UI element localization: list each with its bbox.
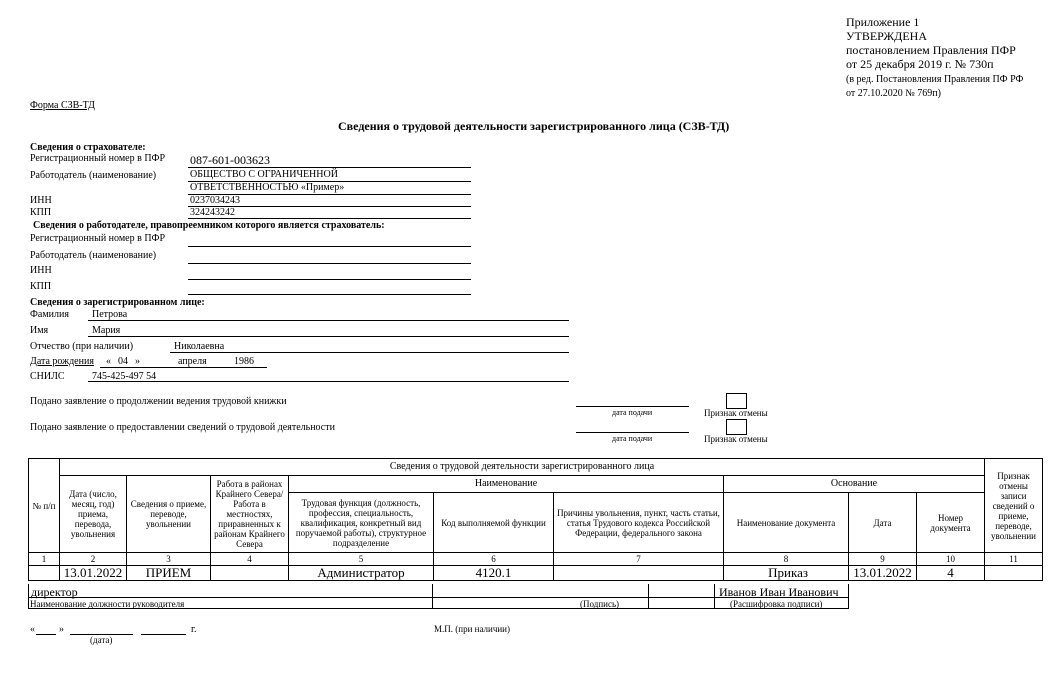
row-docnum: 4 bbox=[917, 566, 985, 581]
table-row bbox=[29, 566, 1043, 581]
insurer-kpp-value: 324243242 bbox=[190, 207, 235, 218]
underline bbox=[100, 367, 267, 368]
date-underline bbox=[576, 406, 689, 407]
row-docdate: 13.01.2022 bbox=[849, 566, 917, 581]
row-cancel bbox=[985, 566, 1043, 581]
insurer-inn-value: 0237034243 bbox=[190, 195, 240, 206]
patronymic-label: Отчество (при наличии) bbox=[30, 341, 134, 352]
date-open-quote: « bbox=[30, 624, 35, 635]
insurer-kpp-label: КПП bbox=[30, 207, 52, 218]
birth-open-quote: « bbox=[106, 356, 111, 367]
birth-year: 1986 bbox=[234, 356, 254, 367]
cancel-checkbox[interactable] bbox=[726, 419, 747, 435]
name-caption: (Расшифровка подписи) bbox=[730, 599, 823, 609]
date-underline bbox=[576, 432, 689, 433]
row-date: 13.01.2022 bbox=[60, 566, 127, 581]
patronymic-value: Николаевна bbox=[174, 341, 225, 352]
row-num bbox=[29, 566, 60, 581]
col-docname-header: Наименование документа bbox=[724, 493, 849, 553]
snils-value: 745-425-497 54 bbox=[92, 371, 157, 382]
insurer-heading: Сведения о страхователе: bbox=[30, 142, 146, 153]
col-number: 9 bbox=[849, 553, 917, 566]
surname-label: Фамилия bbox=[30, 309, 69, 320]
insurer-inn-label: ИНН bbox=[30, 195, 52, 206]
underline bbox=[188, 218, 471, 219]
osn-group-header: Основание bbox=[724, 476, 985, 493]
date-day-line bbox=[36, 634, 56, 635]
cancel-caption: Признак отмены bbox=[704, 408, 768, 418]
signer-position: директор bbox=[31, 585, 78, 599]
work-activity-table bbox=[28, 458, 1043, 581]
underline bbox=[88, 320, 569, 321]
approval-line: УТВЕРЖДЕНА bbox=[846, 29, 928, 43]
predecessor-reg-label: Регистрационный номер в ПФР bbox=[30, 233, 165, 244]
insurer-reg-value: 087-601-003623 bbox=[190, 153, 270, 167]
amendment-line: (в ред. Постановления Правления ПФ РФ bbox=[846, 74, 1024, 85]
predecessor-inn-label: ИНН bbox=[30, 265, 52, 276]
surname-value: Петрова bbox=[92, 309, 128, 320]
row-code: 4120.1 bbox=[434, 566, 554, 581]
col-reason-header: Причины увольнения, пункт, часть статьи, статья Трудового кодекса Российской Федерации, федерального закона bbox=[554, 493, 724, 553]
underline bbox=[188, 263, 471, 264]
row-north bbox=[211, 566, 289, 581]
col-date-header: Дата (число, месяц, год) приема, перевода, увольнения bbox=[60, 476, 127, 553]
continue-book-label: Подано заявление о продолжении ведения трудовой книжки bbox=[30, 396, 287, 407]
birth-label: Дата рождения bbox=[30, 356, 94, 367]
row-func: Администратор bbox=[289, 566, 434, 581]
page-title: Сведения о трудовой деятельности зарегистрированного лица (СЗВ-ТД) bbox=[338, 119, 730, 133]
col-number: 10 bbox=[917, 553, 985, 566]
date-caption: дата подачи bbox=[612, 408, 653, 417]
underline bbox=[188, 294, 471, 295]
approval-line: постановлением Правления ПФР bbox=[846, 43, 1016, 57]
col-docnum-header: Номер документа bbox=[917, 493, 985, 553]
approval-block bbox=[846, 15, 1016, 71]
approval-line: Приложение 1 bbox=[846, 15, 920, 29]
predecessor-heading: Сведения о работодателе, правопреемником которого является страхователь: bbox=[33, 220, 385, 231]
underline bbox=[88, 381, 569, 382]
snils-label: СНИЛС bbox=[30, 371, 65, 382]
group-header: Сведения о трудовой деятельности зарегистрированного лица bbox=[60, 459, 985, 476]
stamp-caption: М.П. (при наличии) bbox=[434, 624, 510, 634]
col-number: 6 bbox=[434, 553, 554, 566]
predecessor-employer-label: Работодатель (наименование) bbox=[30, 250, 157, 261]
col-number: 4 bbox=[211, 553, 289, 566]
col-func-header: Трудовая функция (должность, профессия, специальность, квалификация, конкретный вид поручаемой работы), структурное подразделение bbox=[289, 493, 434, 553]
birth-month: апреля bbox=[178, 356, 207, 367]
year-suffix: г. bbox=[191, 624, 197, 635]
birth-close-quote: » bbox=[135, 356, 140, 367]
col-cancel-header: Признак отмены записи сведений о приеме, переводе, увольнении bbox=[985, 459, 1043, 553]
underline bbox=[188, 279, 471, 280]
name-value: Мария bbox=[92, 325, 121, 336]
insurer-employer-value-2: ОТВЕТСТВЕННОСТЬЮ «Пример» bbox=[190, 182, 345, 193]
underline bbox=[88, 336, 569, 337]
cancel-caption: Признак отмены bbox=[704, 434, 768, 444]
col-number: 3 bbox=[127, 553, 211, 566]
underline bbox=[188, 246, 471, 247]
person-heading: Сведения о зарегистрированном лице: bbox=[30, 297, 205, 308]
cancel-checkbox[interactable] bbox=[726, 393, 747, 409]
date-close-quote: » bbox=[59, 624, 64, 635]
date-caption: (дата) bbox=[90, 635, 113, 645]
col-info-header: Сведения о приеме, переводе, увольнении bbox=[127, 476, 211, 553]
row-reason bbox=[554, 566, 724, 581]
underline bbox=[170, 352, 569, 353]
position-caption: Наименование должности руководителя bbox=[30, 599, 185, 609]
name-label: Имя bbox=[30, 325, 49, 336]
form-label: Форма СЗВ-ТД bbox=[30, 100, 95, 111]
birth-day: 04 bbox=[118, 356, 128, 367]
row-docname: Приказ bbox=[724, 566, 849, 581]
approval-line: от 25 декабря 2019 г. № 730п bbox=[846, 57, 994, 71]
col-number: 5 bbox=[289, 553, 434, 566]
predecessor-kpp-label: КПП bbox=[30, 281, 52, 292]
col-number: 2 bbox=[60, 553, 127, 566]
col-number: 1 bbox=[29, 553, 60, 566]
col-number: 7 bbox=[554, 553, 724, 566]
col-code-header: Код выполняемой функции bbox=[434, 493, 554, 553]
amendment-note bbox=[846, 73, 1023, 101]
col-number: 8 bbox=[724, 553, 849, 566]
provide-info-label: Подано заявление о предоставлении сведений о трудовой деятельности bbox=[30, 422, 335, 433]
amendment-line: от 27.10.2020 № 769п) bbox=[846, 88, 941, 99]
date-year-line bbox=[141, 634, 186, 635]
insurer-employer-label: Работодатель (наименование) bbox=[30, 170, 157, 181]
col-docdate-header: Дата bbox=[849, 493, 917, 553]
sign-caption: (Подпись) bbox=[580, 599, 620, 609]
insurer-reg-label: Регистрационный номер в ПФР bbox=[30, 153, 165, 164]
col-number: 11 bbox=[985, 553, 1043, 566]
insurer-employer-value: ОБЩЕСТВО С ОГРАНИЧЕННОЙ bbox=[190, 169, 338, 180]
naim-group-header: Наименование bbox=[289, 476, 724, 493]
signer-name: Иванов Иван Иванович bbox=[719, 585, 839, 599]
col-north-header: Работа в районах Крайнего Севера/Работа в местностях, приравненных к районам Крайнего Севера bbox=[211, 476, 289, 553]
underline bbox=[188, 167, 471, 168]
date-caption: дата подачи bbox=[612, 434, 653, 443]
col-num-header: № п/п bbox=[29, 459, 60, 553]
row-info: ПРИЕМ bbox=[127, 566, 211, 581]
